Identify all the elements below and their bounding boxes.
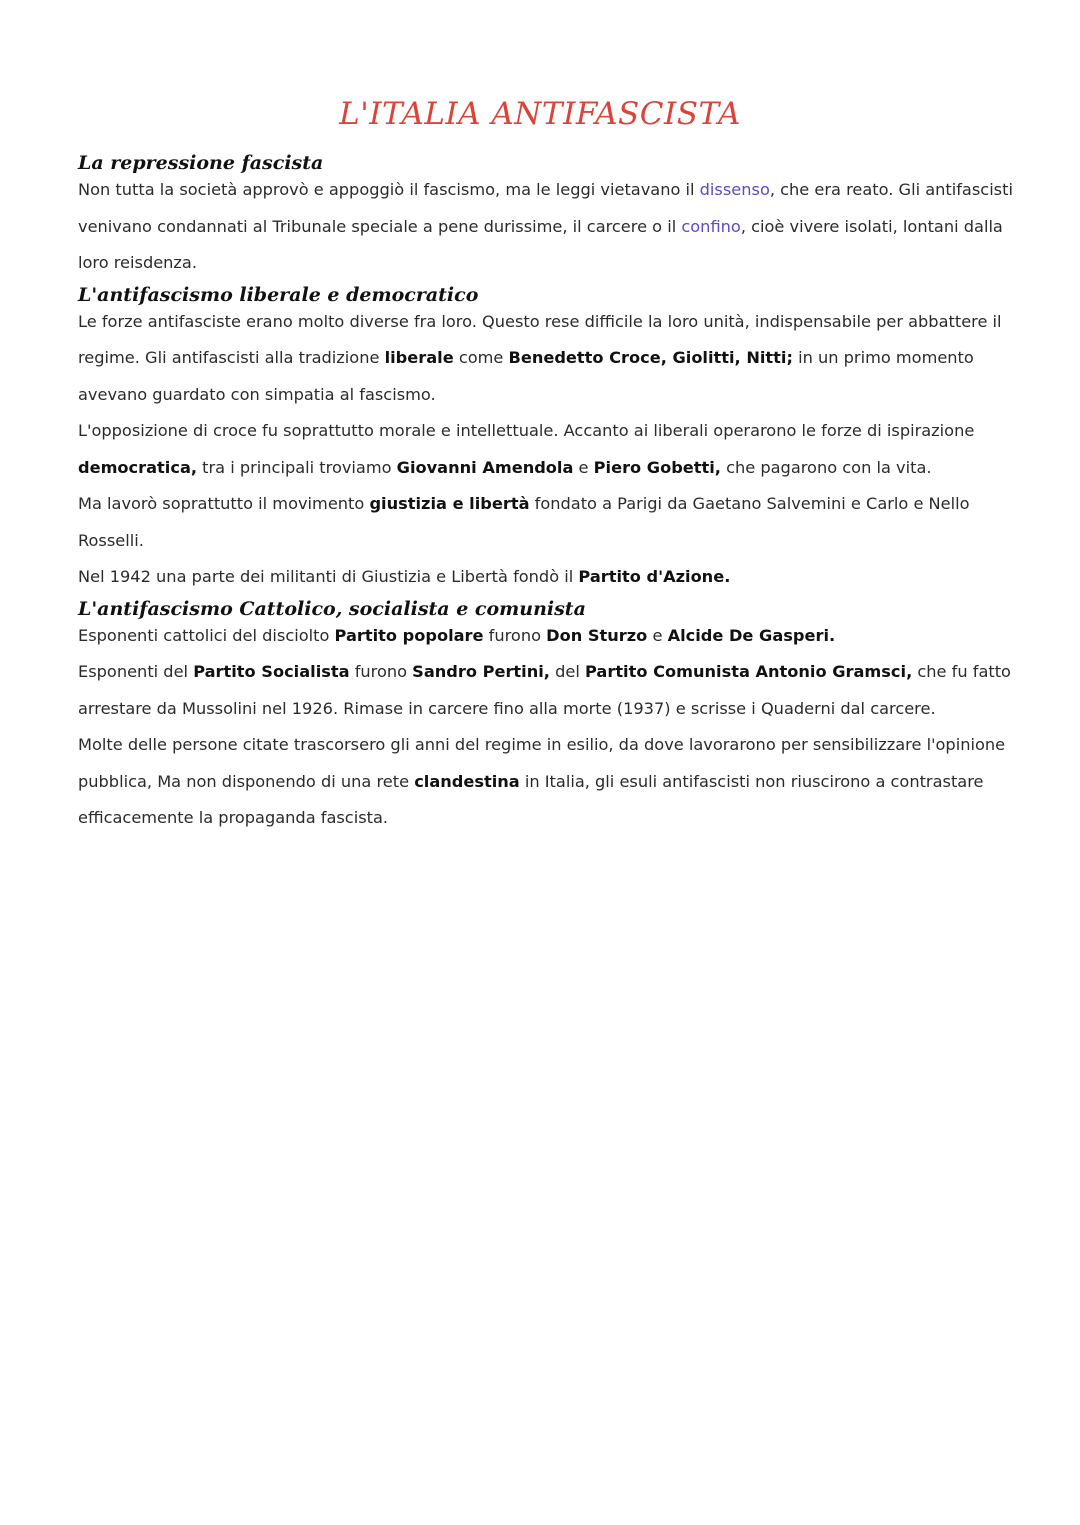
paragraph-liberale-4 xyxy=(78,559,1018,596)
text-run: e xyxy=(647,625,668,645)
section-heading-liberale: L'antifascismo liberale e democratico xyxy=(78,283,479,306)
document-body xyxy=(78,150,1018,837)
bold-gramsci: Partito Comunista Antonio Gramsci, xyxy=(584,662,913,681)
text-run: che fu fatto arrestare da Mussolini nel 1926. Rimase in carcere fino alla morte (1937) e scrisse i xyxy=(78,662,1011,718)
bold-partito-azione: Partito d'Azione. xyxy=(578,567,731,586)
text-run: , cioè vivere isolati, lontani dalla loro reisdenza. xyxy=(78,216,1003,272)
paragraph-cattolico-1 xyxy=(78,618,1018,655)
highlight-confino: confino xyxy=(681,216,741,236)
highlight-dissenso: dissenso xyxy=(699,180,770,199)
text-run: in un primo momento avevano guardato con simpatia al fascismo. xyxy=(78,348,974,404)
bold-gobetti: Piero Gobetti, xyxy=(593,457,721,477)
bold-democratica: democratica, xyxy=(78,457,198,477)
bold-amendola: Giovanni Amendola xyxy=(396,457,574,477)
page-title: L'ITALIA ANTIFASCISTA xyxy=(339,96,741,132)
text-run: e xyxy=(573,457,594,477)
text-run: , che era reato. Gli antifascisti venivano condannati al Tribunale speciale a pene durissime, il carcere o il xyxy=(78,180,1013,236)
text-run: che pagarono con la vita. xyxy=(720,457,932,477)
paragraph-liberale-3 xyxy=(78,486,1018,559)
text-run: Le forze antifasciste erano molto diverse fra loro. Questo rese difficile la loro unità, indispensabile per abbattere il regime. Gli antifascisti alla tradizione xyxy=(78,311,1002,367)
bold-clandestina: clandestina xyxy=(414,771,520,791)
text-run: in Italia, gli esuli antifascisti non riuscirono a contrastare efficacemente la propaganda fascista. xyxy=(78,771,984,827)
bold-pertini: Sandro Pertini, xyxy=(412,662,550,681)
text-run: Esponenti del xyxy=(78,662,194,681)
paragraph-cattolico-2 xyxy=(78,654,1018,727)
bold-names: Benedetto Croce, Giolitti, Nitti; xyxy=(508,348,793,367)
paragraph-repressione xyxy=(78,172,1018,282)
text-quaderni: Quaderni dal carcere. xyxy=(760,698,936,718)
text-run: come xyxy=(453,348,509,367)
paragraph-cattolico-3 xyxy=(78,727,1018,837)
bold-partito-socialista: Partito Socialista xyxy=(193,662,350,681)
bold-liberale: liberale xyxy=(384,348,454,367)
text-run: tra i principali troviamo xyxy=(197,457,397,477)
section-heading-cattolico: L'antifascismo Cattolico, socialista e comunista xyxy=(78,597,586,620)
text-run: Molte delle persone citate trascorsero gli anni del regime in esilio, da dove lavorarono per sensibilizzare l'opinione pubblica, Ma non disponendo di una rete xyxy=(78,735,1006,791)
bold-partito-popolare: Partito popolare xyxy=(334,625,484,645)
text-run: Ma lavorò soprattutto il movimento xyxy=(78,494,370,513)
text-run: Nel 1942 una parte dei militanti di Giustizia e Libertà fondò il xyxy=(78,567,579,586)
text-run: del xyxy=(549,662,585,681)
bold-giustizia-liberta: giustizia e libertà xyxy=(369,494,530,513)
bold-sturzo: Don Sturzo xyxy=(546,625,648,645)
text-run: furono xyxy=(483,625,547,645)
text-run: furono xyxy=(349,662,413,681)
text-run: Esponenti cattolici del disciolto xyxy=(78,625,335,645)
section-heading-repressione: La repressione fascista xyxy=(78,152,324,174)
text-run: L'opposizione di croce fu soprattutto morale e intellettuale. Accanto ai liberali operarono le forze di ispirazione xyxy=(78,421,975,440)
paragraph-liberale-2 xyxy=(78,413,1018,486)
text-run: fondato a Parigi da Gaetano Salvemini e Carlo e Nello Rosselli. xyxy=(78,494,970,550)
paragraph-liberale-1 xyxy=(78,304,1018,414)
bold-de-gasperi: Alcide De Gasperi. xyxy=(667,625,836,645)
text-run: Non tutta la società approvò e appoggiò il fascismo, ma le leggi vietavano il xyxy=(78,180,700,199)
